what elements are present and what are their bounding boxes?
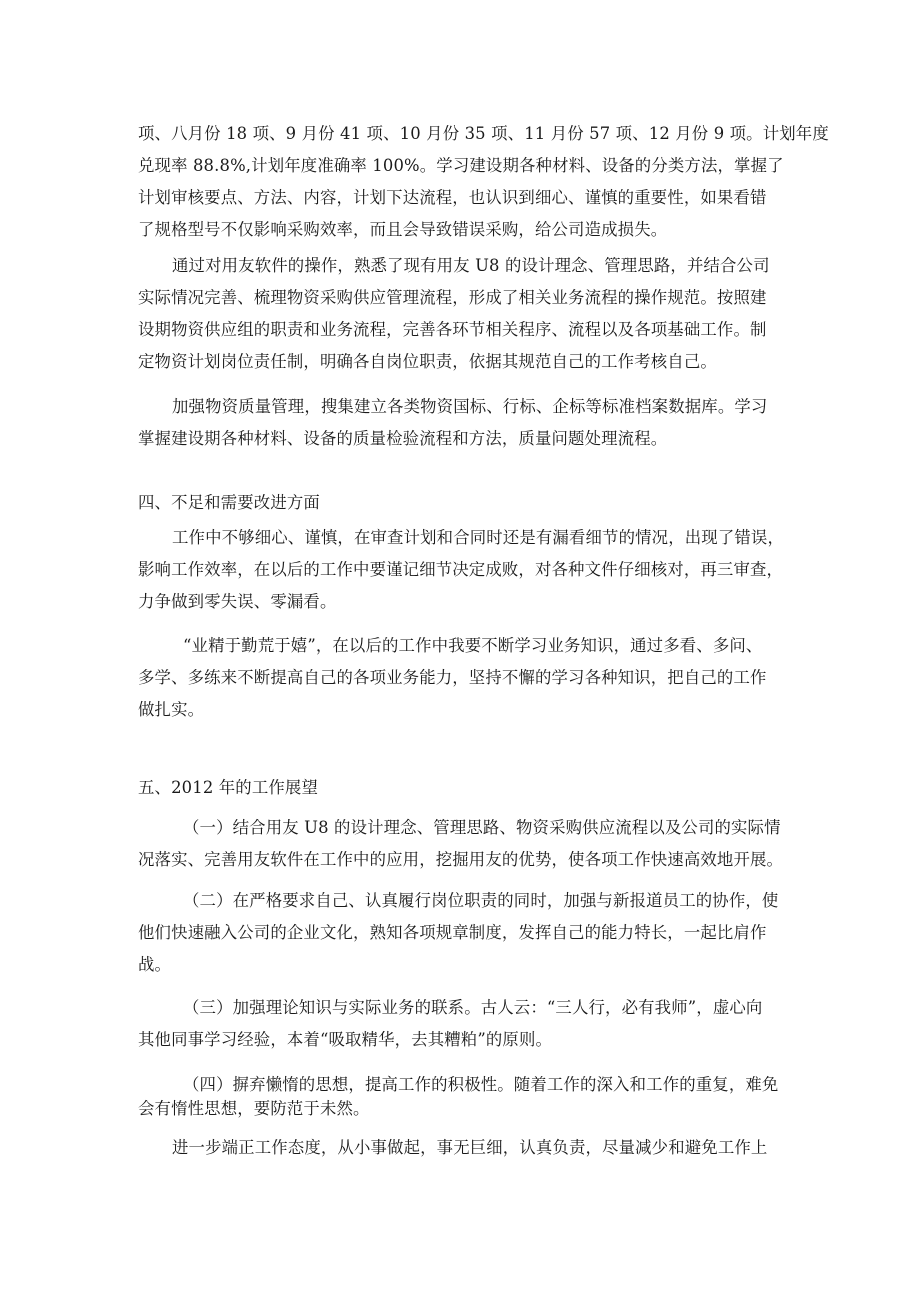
text-line: 他们快速融入公司的企业文化，熟知各项规章制度，发挥自己的能力特长，一起比肩作 (138, 923, 767, 942)
section-heading-shortcomings (138, 487, 798, 519)
text-line: （四）摒弃懒惰的思想，提高工作的积极性。随着工作的深入和工作的重复，难免 (183, 1075, 779, 1094)
paragraph-outlook-4 (138, 1073, 798, 1121)
text-line: （一）结合用友 U8 的设计理念、管理思路、物资采购供应流程以及公司的实际情 (183, 818, 781, 837)
text-line: 战。 (138, 955, 172, 974)
text-line: 项、八月份 18 项、9 月份 41 项、10 月份 35 项、11 月份 57 项、12 月份 9 项。计划年度 (138, 124, 829, 143)
paragraph-work-attitude (138, 1132, 798, 1164)
text-line: 力争做到零失误、零漏看。 (138, 592, 337, 611)
text-line: （三）加强理论知识与实际业务的联系。古人云：“三人行，必有我师”，虚心向 (183, 998, 763, 1017)
text-line: 多学、多练来不断提高自己的各项业务能力，坚持不懈的学习各种知识，把自己的工作 (138, 668, 767, 687)
paragraph-quality-management (138, 391, 798, 455)
paragraph-plan-statistics (138, 118, 829, 246)
text-line: 其他同事学习经验，本着“吸取精华，去其糟粕”的原则。 (138, 1030, 553, 1049)
section-heading: 五、2012 年的工作展望 (138, 778, 318, 797)
paragraph-outlook-1 (138, 812, 798, 876)
text-line: 了规格型号不仅影响采购效率，而且会导致错误采购，给公司造成损失。 (138, 220, 668, 239)
text-line: 计划审核要点、方法、内容，计划下达流程，也认识到细心、谨慎的重要性，如果看错 (138, 188, 767, 207)
text-line: 兑现率 88.8%,计划年度准确率 100%。学习建设期各种材料、设备的分类方法，掌握了 (138, 156, 784, 175)
text-line: 会有惰性思想，要防范于未然。 (138, 1099, 370, 1118)
text-line: 况落实、完善用友软件在工作中的应用，挖掘用友的优势，使各项工作快速高效地开展。 (138, 850, 784, 869)
text-line: “业精于勤荒于嬉”，在以后的工作中我要不断学习业务知识，通过多看、多问、 (183, 636, 763, 655)
text-line: 加强物资质量管理，搜集建立各类物资国标、行标、企标等标准档案数据库。学习 (172, 397, 768, 416)
paragraph-carefulness (138, 522, 798, 618)
text-line: 实际情况完善、梳理物资采购供应管理流程，形成了相关业务流程的操作规范。按照建 (138, 288, 767, 307)
text-line: 掌握建设期各种材料、设备的质量检验流程和方法，质量问题处理流程。 (138, 429, 668, 448)
text-line: （二）在严格要求自己、认真履行岗位职责的同时，加强与新报道员工的协作，使 (183, 891, 779, 910)
paragraph-yonyou-software (138, 250, 798, 378)
text-line: 定物资计划岗位责任制，明确各自岗位职责，依据其规范自己的工作考核自己。 (138, 352, 717, 371)
section-heading: 四、不足和需要改进方面 (138, 493, 320, 512)
section-heading-outlook (138, 772, 798, 804)
text-line: 工作中不够细心、谨慎，在审查计划和合同时还是有漏看细节的情况，出现了错误， (172, 528, 785, 547)
text-line: 设期物资供应组的职责和业务流程，完善各环节相关程序、流程以及各项基础工作。制 (138, 320, 767, 339)
paragraph-outlook-3 (138, 992, 798, 1056)
text-line: 通过对用友软件的操作，熟悉了现有用友 U8 的设计理念、管理思路，并结合公司 (172, 256, 770, 275)
text-line: 做扎实。 (138, 700, 205, 719)
text-line: 影响工作效率，在以后的工作中要谨记细节决定成败，对各种文件仔细核对，再三审查， (138, 560, 784, 579)
paragraph-outlook-2 (138, 885, 798, 981)
paragraph-diligence (138, 630, 798, 726)
text-line: 进一步端正工作态度，从小事做起，事无巨细，认真负责，尽量减少和避免工作上 (172, 1138, 768, 1157)
